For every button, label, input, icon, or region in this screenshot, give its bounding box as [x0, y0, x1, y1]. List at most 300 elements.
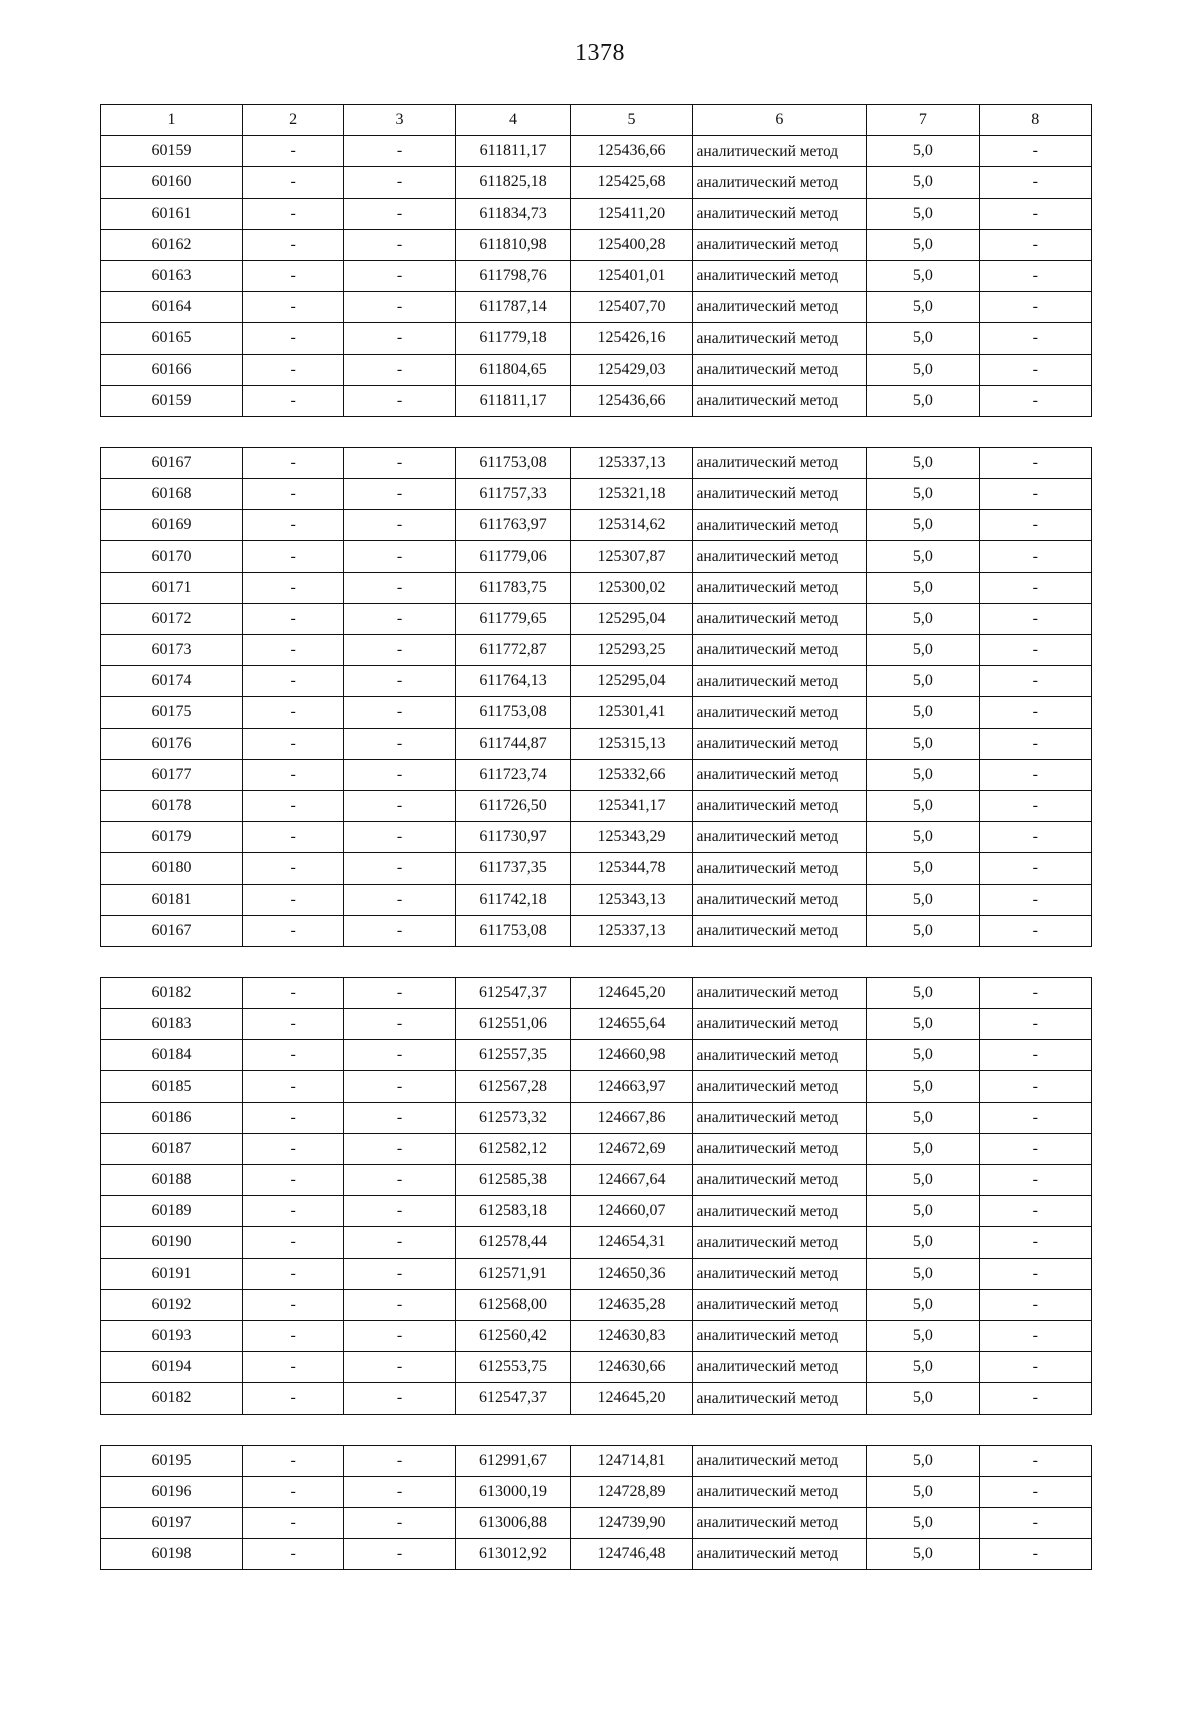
table-cell: 60196 [101, 1476, 243, 1507]
table-cell: 611810,98 [455, 229, 571, 260]
table-cell: - [242, 1507, 344, 1538]
table-cell: 60159 [101, 385, 243, 416]
table-cell: аналитический метод [692, 853, 867, 884]
table-cell: 5,0 [867, 198, 979, 229]
table-cell: 613006,88 [455, 1507, 571, 1538]
table-cell: 5,0 [867, 915, 979, 946]
table-cell: 124728,89 [571, 1476, 692, 1507]
page-number: 1378 [575, 40, 625, 66]
table-cell: 125344,78 [571, 853, 692, 884]
table-row [101, 666, 1092, 697]
table-cell: аналитический метод [692, 1040, 867, 1071]
table-row [101, 447, 1092, 478]
table-cell: аналитический метод [692, 447, 867, 478]
table-cell: 611753,08 [455, 915, 571, 946]
table-cell: 612547,37 [455, 1383, 571, 1414]
table-cell: 5,0 [867, 822, 979, 853]
table-cell: - [344, 260, 455, 291]
table-cell: - [979, 884, 1091, 915]
coordinate-table-4 [100, 1445, 1092, 1571]
table-cell: - [344, 1071, 455, 1102]
table-cell: 60162 [101, 229, 243, 260]
table-cell: 611742,18 [455, 884, 571, 915]
table-cell: аналитический метод [692, 323, 867, 354]
table-cell: 612547,37 [455, 977, 571, 1008]
table-cell: - [344, 447, 455, 478]
table-row [101, 541, 1092, 572]
table-cell: 60192 [101, 1289, 243, 1320]
table-cell: 611763,97 [455, 510, 571, 541]
table-cell: 611811,17 [455, 136, 571, 167]
table-cell: 124714,81 [571, 1445, 692, 1476]
table-cell: 60163 [101, 260, 243, 291]
table-cell: 5,0 [867, 728, 979, 759]
table-cell: аналитический метод [692, 510, 867, 541]
table-cell: 60194 [101, 1352, 243, 1383]
table-cell: - [344, 1476, 455, 1507]
table-cell: 5,0 [867, 1539, 979, 1570]
table-cell: 60176 [101, 728, 243, 759]
table-cell: аналитический метод [692, 198, 867, 229]
table-cell: - [979, 977, 1091, 1008]
table-cell: аналитический метод [692, 229, 867, 260]
table-cell: 60167 [101, 447, 243, 478]
table-cell: 60182 [101, 1383, 243, 1414]
table-cell: 125343,29 [571, 822, 692, 853]
table-cell: 124663,97 [571, 1071, 692, 1102]
table-cell: - [979, 167, 1091, 198]
table-cell: аналитический метод [692, 635, 867, 666]
table-cell: - [344, 915, 455, 946]
table-cell: - [979, 385, 1091, 416]
table-cell: - [979, 1165, 1091, 1196]
table-cell: - [242, 229, 344, 260]
table-cell: аналитический метод [692, 1539, 867, 1570]
table-cell: 60185 [101, 1071, 243, 1102]
table-cell: 5,0 [867, 1165, 979, 1196]
table-cell: 60198 [101, 1539, 243, 1570]
table-cell: - [344, 1040, 455, 1071]
table-cell: 5,0 [867, 1445, 979, 1476]
table-cell: - [242, 728, 344, 759]
table-cell: 60174 [101, 666, 243, 697]
table-cell: 124630,66 [571, 1352, 692, 1383]
table-cell: - [979, 1227, 1091, 1258]
table-row [101, 1383, 1092, 1414]
table-cell: 612585,38 [455, 1165, 571, 1196]
table-cell: - [979, 1071, 1091, 1102]
table-cell: 60180 [101, 853, 243, 884]
table-cell: - [242, 1133, 344, 1164]
table-cell: - [242, 915, 344, 946]
table-cell: 125295,04 [571, 603, 692, 634]
table-cell: 611798,76 [455, 260, 571, 291]
table-cell: - [979, 666, 1091, 697]
table-cell: аналитический метод [692, 385, 867, 416]
table-cell: 5,0 [867, 853, 979, 884]
table-cell: 60183 [101, 1009, 243, 1040]
table-cell: - [979, 697, 1091, 728]
table-cell: - [979, 728, 1091, 759]
table-cell: 124635,28 [571, 1289, 692, 1320]
table-cell: 124645,20 [571, 977, 692, 1008]
table-cell: - [242, 447, 344, 478]
table-cell: - [344, 822, 455, 853]
table-cell: 5,0 [867, 1102, 979, 1133]
table-cell: 60171 [101, 572, 243, 603]
table-cell: - [242, 1165, 344, 1196]
table-cell: 5,0 [867, 1227, 979, 1258]
table-cell: 5,0 [867, 1009, 979, 1040]
table-cell: 611753,08 [455, 697, 571, 728]
table-cell: - [344, 635, 455, 666]
table-cell: 125295,04 [571, 666, 692, 697]
table-cell: 611787,14 [455, 292, 571, 323]
table-row [101, 1040, 1092, 1071]
table-cell: 611737,35 [455, 853, 571, 884]
table-row [101, 323, 1092, 354]
table-cell: - [242, 790, 344, 821]
table-cell: - [242, 603, 344, 634]
table-cell: - [979, 790, 1091, 821]
table-cell: - [344, 666, 455, 697]
table-cell: - [979, 1258, 1091, 1289]
table-cell: 125315,13 [571, 728, 692, 759]
table-cell: - [242, 1258, 344, 1289]
table-cell: - [242, 822, 344, 853]
table-cell: 5,0 [867, 385, 979, 416]
table-cell: 60173 [101, 635, 243, 666]
table-cell: - [979, 1320, 1091, 1351]
table-row [101, 884, 1092, 915]
table-cell: - [979, 1476, 1091, 1507]
table-cell: 5,0 [867, 1196, 979, 1227]
table-cell: 5,0 [867, 572, 979, 603]
table-cell: 5,0 [867, 1476, 979, 1507]
table-cell: 125300,02 [571, 572, 692, 603]
table-cell: аналитический метод [692, 1352, 867, 1383]
table-cell: - [979, 354, 1091, 385]
table-row [101, 1289, 1092, 1320]
table-cell: 5,0 [867, 447, 979, 478]
table-cell: - [344, 292, 455, 323]
table-cell: 125426,16 [571, 323, 692, 354]
table-row [101, 229, 1092, 260]
table-cell: - [242, 167, 344, 198]
table-cell: - [344, 136, 455, 167]
table-cell: 125407,70 [571, 292, 692, 323]
table-cell: аналитический метод [692, 790, 867, 821]
table-cell: 125341,17 [571, 790, 692, 821]
table-cell: 611730,97 [455, 822, 571, 853]
table-row [101, 697, 1092, 728]
table-cell: аналитический метод [692, 1102, 867, 1133]
table-cell: - [979, 229, 1091, 260]
table-cell: 5,0 [867, 354, 979, 385]
table-row [101, 354, 1092, 385]
table-cell: - [242, 697, 344, 728]
table-cell: 5,0 [867, 229, 979, 260]
table-cell: 60160 [101, 167, 243, 198]
table-cell: 5,0 [867, 260, 979, 291]
table-cell: 5,0 [867, 136, 979, 167]
table-cell: - [344, 385, 455, 416]
table-cell: 611726,50 [455, 790, 571, 821]
table-cell: - [344, 1383, 455, 1414]
table-cell: 125400,28 [571, 229, 692, 260]
table-cell: 5,0 [867, 1258, 979, 1289]
table-cell: 5,0 [867, 167, 979, 198]
table-cell: 5,0 [867, 1320, 979, 1351]
coordinate-table-2 [100, 447, 1092, 947]
table-cell: 612582,12 [455, 1133, 571, 1164]
table-cell: - [979, 323, 1091, 354]
table-cell: - [242, 1445, 344, 1476]
table-cell: - [344, 1289, 455, 1320]
table-row [101, 603, 1092, 634]
table-row [101, 510, 1092, 541]
table-cell: 611757,33 [455, 479, 571, 510]
table-cell: - [979, 1507, 1091, 1538]
table-cell: аналитический метод [692, 1165, 867, 1196]
table-row [101, 1445, 1092, 1476]
table-cell: 5,0 [867, 603, 979, 634]
table-cell: 124650,36 [571, 1258, 692, 1289]
table-cell: 611779,06 [455, 541, 571, 572]
table-cell: аналитический метод [692, 1289, 867, 1320]
table-cell: - [344, 1352, 455, 1383]
table-cell: 5,0 [867, 1133, 979, 1164]
table-cell: - [979, 136, 1091, 167]
table-cell: аналитический метод [692, 260, 867, 291]
table-cell: 125436,66 [571, 385, 692, 416]
table-cell: - [979, 1102, 1091, 1133]
table-cell: - [979, 759, 1091, 790]
table-cell: аналитический метод [692, 603, 867, 634]
table-cell: - [242, 572, 344, 603]
header-cell: 7 [867, 105, 979, 136]
table-cell: аналитический метод [692, 822, 867, 853]
table-cell: - [242, 541, 344, 572]
table-cell: - [344, 510, 455, 541]
table-cell: аналитический метод [692, 541, 867, 572]
table-cell: - [979, 572, 1091, 603]
table-cell: - [979, 1539, 1091, 1570]
table-cell: - [979, 260, 1091, 291]
table-cell: - [344, 354, 455, 385]
table-cell: 611753,08 [455, 447, 571, 478]
table-cell: аналитический метод [692, 1476, 867, 1507]
table-row [101, 136, 1092, 167]
table-cell: - [344, 572, 455, 603]
header-cell: 6 [692, 105, 867, 136]
table-cell: - [979, 1133, 1091, 1164]
table-cell: - [242, 1227, 344, 1258]
table-cell: аналитический метод [692, 977, 867, 1008]
table-cell: - [242, 853, 344, 884]
table-cell: 124645,20 [571, 1383, 692, 1414]
table-cell: - [242, 1352, 344, 1383]
table-cell: - [979, 1352, 1091, 1383]
table-cell: 612991,67 [455, 1445, 571, 1476]
table-cell: 612568,00 [455, 1289, 571, 1320]
table-cell: 124739,90 [571, 1507, 692, 1538]
table-cell: - [979, 1040, 1091, 1071]
table-cell: - [242, 977, 344, 1008]
table-cell: 5,0 [867, 635, 979, 666]
table-cell: 60188 [101, 1165, 243, 1196]
table-cell: - [979, 1009, 1091, 1040]
table-cell: 612551,06 [455, 1009, 571, 1040]
table-row [101, 1009, 1092, 1040]
table-cell: 612560,42 [455, 1320, 571, 1351]
table-cell: 125321,18 [571, 479, 692, 510]
header-cell: 4 [455, 105, 571, 136]
table-cell: аналитический метод [692, 1071, 867, 1102]
table-cell: - [344, 1320, 455, 1351]
table-cell: - [979, 915, 1091, 946]
table-cell: - [344, 167, 455, 198]
table-cell: 5,0 [867, 1040, 979, 1071]
table-cell: 5,0 [867, 323, 979, 354]
table-cell: аналитический метод [692, 915, 867, 946]
table-row [101, 790, 1092, 821]
table-cell: 611783,75 [455, 572, 571, 603]
header-cell: 2 [242, 105, 344, 136]
table-cell: 613000,19 [455, 1476, 571, 1507]
table-cell: 611811,17 [455, 385, 571, 416]
table-cell: 60159 [101, 136, 243, 167]
table-cell: - [242, 1383, 344, 1414]
table-cell: - [242, 1009, 344, 1040]
table-cell: - [344, 884, 455, 915]
table-cell: 60191 [101, 1258, 243, 1289]
header-cell: 1 [101, 105, 243, 136]
table-cell: аналитический метод [692, 1383, 867, 1414]
table-cell: - [344, 198, 455, 229]
table-cell: 612553,75 [455, 1352, 571, 1383]
table-cell: аналитический метод [692, 666, 867, 697]
table-cell: - [344, 759, 455, 790]
table-row [101, 479, 1092, 510]
table-cell: - [242, 666, 344, 697]
table-cell: - [242, 1071, 344, 1102]
table-cell: аналитический метод [692, 167, 867, 198]
table-cell: 611834,73 [455, 198, 571, 229]
table-cell: 125436,66 [571, 136, 692, 167]
table-cell: 60181 [101, 884, 243, 915]
table-cell: - [344, 603, 455, 634]
table-cell: 612571,91 [455, 1258, 571, 1289]
table-cell: - [242, 1476, 344, 1507]
table-row [101, 1258, 1092, 1289]
table-cell: 125293,25 [571, 635, 692, 666]
table-row [101, 759, 1092, 790]
table-cell: 124746,48 [571, 1539, 692, 1570]
table-cell: 125314,62 [571, 510, 692, 541]
table-cell: 611825,18 [455, 167, 571, 198]
table-cell: - [344, 541, 455, 572]
table-cell: - [979, 635, 1091, 666]
table-cell: - [979, 1289, 1091, 1320]
table-cell: - [979, 447, 1091, 478]
table-row [101, 853, 1092, 884]
table-cell: 124660,07 [571, 1196, 692, 1227]
table-cell: 5,0 [867, 697, 979, 728]
table-cell: 124672,69 [571, 1133, 692, 1164]
table-cell: 5,0 [867, 1352, 979, 1383]
table-cell: - [979, 603, 1091, 634]
table-cell: - [979, 1383, 1091, 1414]
table-cell: 611744,87 [455, 728, 571, 759]
table-cell: 125429,03 [571, 354, 692, 385]
table-cell: - [344, 1445, 455, 1476]
table-cell: аналитический метод [692, 1258, 867, 1289]
table-cell: 5,0 [867, 790, 979, 821]
table-cell: - [979, 198, 1091, 229]
table-cell: 5,0 [867, 510, 979, 541]
table-cell: - [344, 1258, 455, 1289]
table-cell: 124654,31 [571, 1227, 692, 1258]
table-row [101, 915, 1092, 946]
table-cell: 611723,74 [455, 759, 571, 790]
table-cell: 60189 [101, 1196, 243, 1227]
table-cell: 60164 [101, 292, 243, 323]
table-cell: - [242, 1102, 344, 1133]
table-row [101, 1352, 1092, 1383]
table-cell: аналитический метод [692, 572, 867, 603]
coordinate-tables [100, 104, 1092, 1570]
table-cell: 60175 [101, 697, 243, 728]
table-cell: - [979, 479, 1091, 510]
table-cell: 612573,32 [455, 1102, 571, 1133]
header-cell: 3 [344, 105, 455, 136]
table-row [101, 260, 1092, 291]
table-cell: аналитический метод [692, 697, 867, 728]
table-cell: 124667,64 [571, 1165, 692, 1196]
table-cell: - [979, 510, 1091, 541]
table-row [101, 1227, 1092, 1258]
table-cell: - [344, 479, 455, 510]
table-cell: аналитический метод [692, 1196, 867, 1227]
table-cell: 60169 [101, 510, 243, 541]
table-cell: - [344, 1165, 455, 1196]
table-cell: - [344, 1507, 455, 1538]
table-cell: - [242, 354, 344, 385]
table-cell: - [242, 510, 344, 541]
table-cell: 5,0 [867, 666, 979, 697]
table-cell: 125301,41 [571, 697, 692, 728]
table-cell: - [344, 697, 455, 728]
table-cell: 125307,87 [571, 541, 692, 572]
table-row [101, 167, 1092, 198]
table-cell: - [242, 198, 344, 229]
table-cell: - [344, 229, 455, 260]
header-cell: 8 [979, 105, 1091, 136]
table-cell: 60167 [101, 915, 243, 946]
table-cell: 60182 [101, 977, 243, 1008]
table-row [101, 572, 1092, 603]
table-cell: 611804,65 [455, 354, 571, 385]
table-cell: аналитический метод [692, 292, 867, 323]
table-cell: 60161 [101, 198, 243, 229]
header-cell: 5 [571, 105, 692, 136]
table-row [101, 1507, 1092, 1538]
table-cell: 125401,01 [571, 260, 692, 291]
table-cell: 124667,86 [571, 1102, 692, 1133]
table-row [101, 1320, 1092, 1351]
table-cell: 5,0 [867, 1507, 979, 1538]
